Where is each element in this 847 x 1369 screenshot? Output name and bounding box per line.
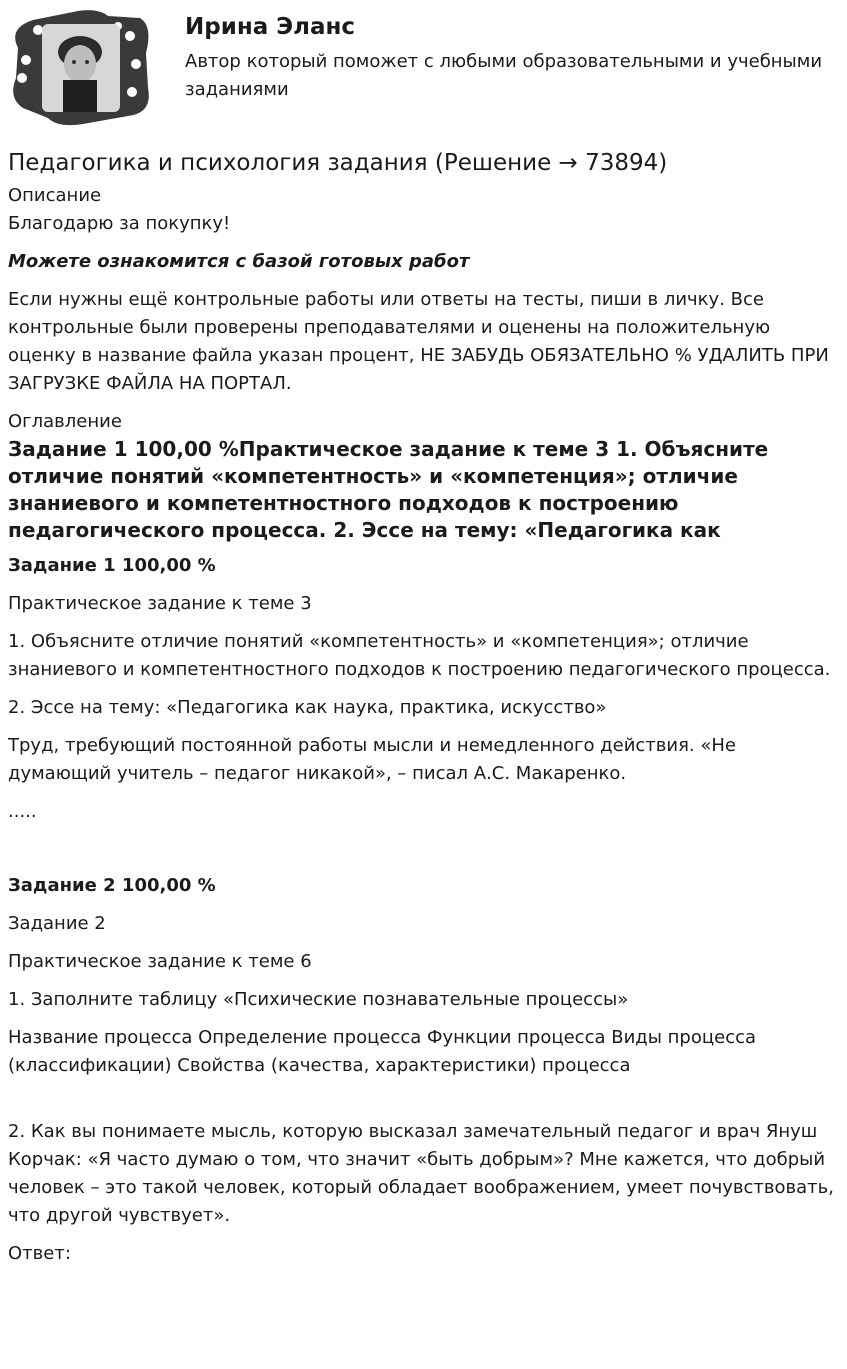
notice-text: Если нужны ещё контрольные работы или ответы на тесты, пиши в личку. Все контрольные были проверены преподавателями и оценены на положительную оценку в название файла указан процент, НЕ ЗАБУДЬ ОБЯЗАТЕЛЬНО % УДАЛИТЬ ПРИ ЗАГРУЗКЕ ФАЙЛА НА ПОРТАЛ. <box>8 289 829 394</box>
task1-subtitle: Практическое задание к теме 3 <box>8 593 312 614</box>
database-link[interactable]: Можете ознакомится с базой готовых работ <box>8 251 470 272</box>
task1-question-2: 2. Эссе на тему: «Педагогика как наука, практика, искусство» <box>8 697 607 718</box>
page-title: Педагогика и психология задания (Решение → 73894) <box>8 150 668 176</box>
task1-heading: Задание 1 100,00 % <box>8 555 216 576</box>
task2-question-2: 2. Как вы понимаете мысль, которую высказал замечательный педагог и врач Януш Корчак: «Я часто думаю о том, что значит «быть добрым»? Мне кажется, что добрый человек – это такой человек, который обладает воображением, умеет почувствовать, что другой чувствует». <box>8 1121 834 1226</box>
toc-label: Оглавление <box>8 411 122 432</box>
task1-ellipsis: ..... <box>8 801 37 822</box>
thanks-text: Благодарю за покупку! <box>8 213 231 234</box>
task1-question-1: 1. Объясните отличие понятий «компетентность» и «компетенция»; отличие знаниевого и компетентностного подходов к построению педагогического процесса. <box>8 631 831 680</box>
author-avatar <box>8 8 150 126</box>
page <box>8 8 840 1268</box>
author-name[interactable]: Ирина Эланс <box>185 14 356 40</box>
task2-table-text: Название процесса Определение процесса Функции процесса Виды процесса (классификации) Свойства (качества, характеристики) процесса <box>8 1027 757 1076</box>
description-label: Описание <box>8 185 102 206</box>
author-description: Автор который поможет с любыми образовательными и учебными заданиями <box>185 51 823 100</box>
task2-question-1: 1. Заполните таблицу «Психические познавательные процессы» <box>8 989 629 1010</box>
author-header <box>8 8 840 128</box>
answer-label: Ответ: <box>8 1243 71 1264</box>
toc-heading: Задание 1 100,00 %Практическое задание к теме 3 1. Объясните отличие понятий «компетентность» и «компетенция»; отличие знаниевого и компетентностного подходов к построению педагогического процесса. 2. Эссе на тему: «Педагогика как <box>8 437 769 542</box>
author-info <box>185 12 825 104</box>
spacer <box>8 1080 840 1118</box>
task2-heading: Задание 2 100,00 % <box>8 875 216 896</box>
task2-label: Задание 2 <box>8 913 106 934</box>
film-frame-icon <box>13 10 149 125</box>
spacer <box>8 826 840 872</box>
task1-essay-text: Труд, требующий постоянной работы мысли и немедленного действия. «Не думающий учитель – педагог никакой», – писал А.С. Макаренко. <box>8 735 736 784</box>
task2-subtitle: Практическое задание к теме 6 <box>8 951 312 972</box>
